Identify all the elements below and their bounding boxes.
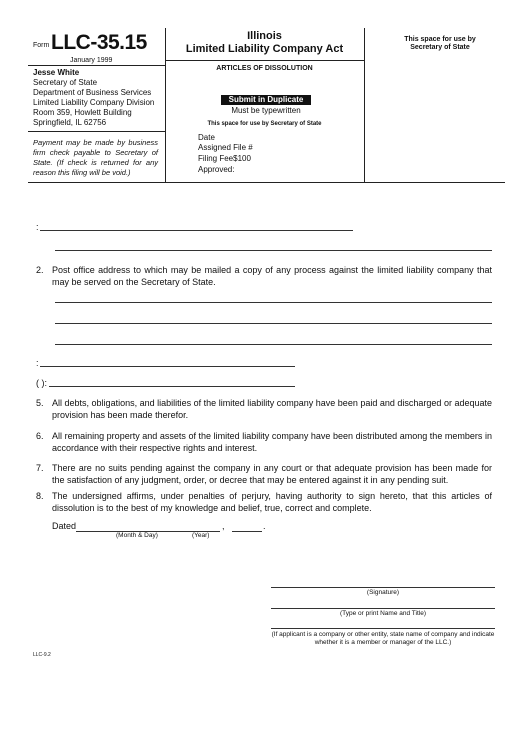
submit-duplicate-badge: Submit in Duplicate: [221, 95, 311, 105]
item-number: 5.: [36, 398, 44, 408]
address-field-line[interactable]: [55, 302, 492, 303]
item-text: The undersigned affirms, under penalties of perjury, having authority to sign hereto, that this articles of dissolution is to the best of my knowledge and belief, true, correct and complete.: [52, 491, 492, 513]
item-number: 7.: [36, 463, 44, 473]
dated-label: Dated: [52, 521, 77, 531]
header-bottom-rule: [28, 182, 505, 183]
signature-caption: (Signature): [366, 589, 400, 596]
dated-period: .: [263, 521, 266, 531]
address-line: Room 359, Howlett Building: [33, 108, 132, 117]
approved-label: Approved:: [198, 165, 235, 174]
address-bottom-rule: [28, 131, 165, 132]
dated-year-field[interactable]: [232, 531, 262, 532]
form-number: LLC-35.15: [51, 31, 147, 54]
item-text: All debts, obligations, and liabilities of the limited liability company have been paid and discharged or adequate provision has been made therefor.: [52, 398, 492, 420]
address-line: Limited Liability Company Division: [33, 98, 155, 107]
field-label-colon: :: [36, 358, 39, 368]
dated-comma: ,: [222, 521, 225, 531]
articles-subtitle: ARTICLES OF DISSOLUTION: [216, 65, 313, 72]
act-title: Limited Liability Company Act: [185, 43, 344, 55]
secretary-space-note: This space for use by Secretary of State: [404, 36, 476, 51]
footer-code: LLC-9.2: [33, 652, 51, 658]
form-date: January 1999: [70, 57, 113, 64]
item-text: All remaining property and assets of the limited liability company have been distributed among the members in accordance with their respective rights and interest.: [52, 431, 492, 453]
secretary-name: Jesse White: [33, 68, 80, 77]
company-name-field[interactable]: [40, 230, 353, 231]
filing-date-label: Date: [198, 133, 215, 142]
header-rule-left: [28, 65, 165, 66]
assigned-file-label: Assigned File #: [198, 143, 253, 152]
form-prefix: Form: [33, 42, 50, 49]
month-day-caption: (Month & Day): [116, 532, 158, 539]
state-title: Illinois: [247, 30, 282, 42]
blank-field[interactable]: [49, 386, 295, 387]
filing-fee-label: Filing Fee$100: [198, 154, 251, 163]
address-line: Department of Business Services: [33, 88, 152, 97]
applicant-field[interactable]: [271, 628, 495, 629]
header-divider-right: [364, 28, 365, 182]
address-field-line[interactable]: [55, 323, 492, 324]
applicant-note: (If applicant is a company or other entity, state name of company and indicate whether it is a member or manager of the LLC.): [271, 631, 495, 646]
item-number: 2.: [36, 265, 44, 275]
address-field-line[interactable]: [55, 344, 492, 345]
item-text: Post office address to which may be mailed a copy of any process against the limited liability company that may be served on the Secretary of State.: [52, 265, 492, 287]
blank-field[interactable]: [40, 366, 295, 367]
address-line: Secretary of State: [33, 78, 98, 87]
year-caption: (Year): [192, 532, 210, 539]
typewritten-note: Must be typewritten: [231, 106, 301, 115]
signature-field[interactable]: [271, 587, 495, 588]
name-title-caption: (Type or print Name and Title): [340, 610, 426, 617]
item-text: There are no suits pending against the company in any court or that adequate provision has been made for the satisfaction of any judgment, order, or decree that may be entered against it in any pending suit.: [52, 463, 492, 485]
payment-note: Payment may be made by business firm check payable to Secretary of State. (If check is returned for any reason this filing will be void.): [33, 138, 158, 177]
address-line: Springfield, IL 62756: [33, 118, 107, 127]
space-use-note: This space for use by Secretary of State: [207, 121, 322, 127]
item-number: 8.: [36, 491, 44, 501]
item-number: 6.: [36, 431, 44, 441]
header-rule-middle: [165, 60, 364, 61]
field-label-colon: :: [36, 222, 39, 232]
name-title-field[interactable]: [271, 608, 495, 609]
company-name-field-line2[interactable]: [55, 250, 492, 251]
field-label-paren: ( ):: [36, 378, 47, 388]
